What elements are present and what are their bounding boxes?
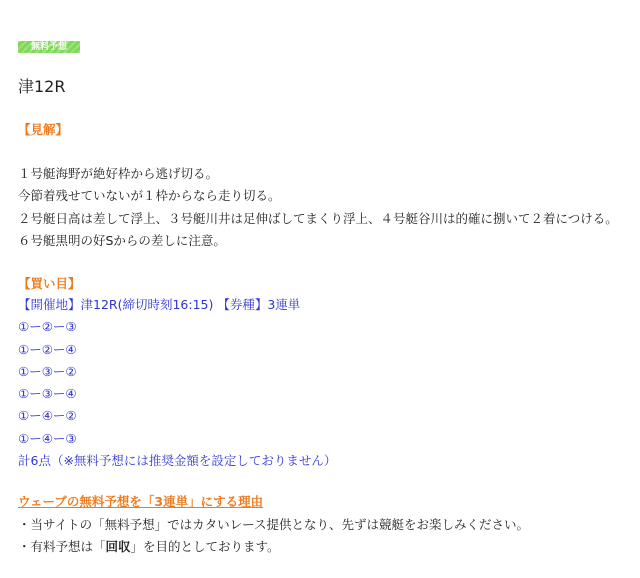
- view-line: ６号艇黒明の好Sからの差しに注意。: [18, 232, 226, 248]
- total-points: 計6点（※無料予想には推奨金額を設定しておりません）: [18, 453, 337, 469]
- reason-line-pre: ・有料予想は「: [18, 539, 106, 555]
- reason-line: ・当サイトの「無料予想」ではカタいレース提供となり、先ずは競艇をお楽しみください。: [18, 517, 530, 532]
- reason-line: [18, 536, 529, 558]
- buy-heading: 【買い目】: [18, 276, 81, 291]
- reason-line-post: 」を目的としております。: [130, 539, 280, 555]
- view-line: ２号艇日高は差して浮上、３号艇川井は足伸ばしてまくり浮上、４号艇谷川は的確に捌いて２着につける。: [18, 210, 618, 226]
- venue-info: 【開催地】津12R(締切時刻16:15) 【券種】3連単: [18, 297, 301, 312]
- view-text: [18, 163, 618, 252]
- combo-item: ①ー②ー④: [18, 341, 77, 357]
- combo-item: ①ー③ー②: [18, 363, 77, 379]
- combo-item: ①ー③ー④: [18, 386, 77, 402]
- view-heading: 【見解】: [18, 122, 69, 137]
- combo-item: ①ー④ー②: [18, 408, 77, 424]
- combo-item: ①ー④ー③: [18, 430, 77, 446]
- reason-text: [18, 514, 529, 559]
- view-line: １号艇海野が絶好枠から逃げ切る。: [18, 166, 219, 181]
- reason-title: ウェーブの無料予想を「3連単」にする理由: [18, 494, 264, 509]
- reason-line-strong: 回収: [105, 539, 131, 555]
- free-prediction-badge: 無料予想: [18, 41, 80, 53]
- race-title: 津12R: [18, 77, 66, 96]
- combo-item: ①ー②ー③: [18, 319, 77, 335]
- buy-list: [18, 294, 336, 472]
- view-line: 今節着残せていないが１枠からなら走り切る。: [18, 188, 281, 204]
